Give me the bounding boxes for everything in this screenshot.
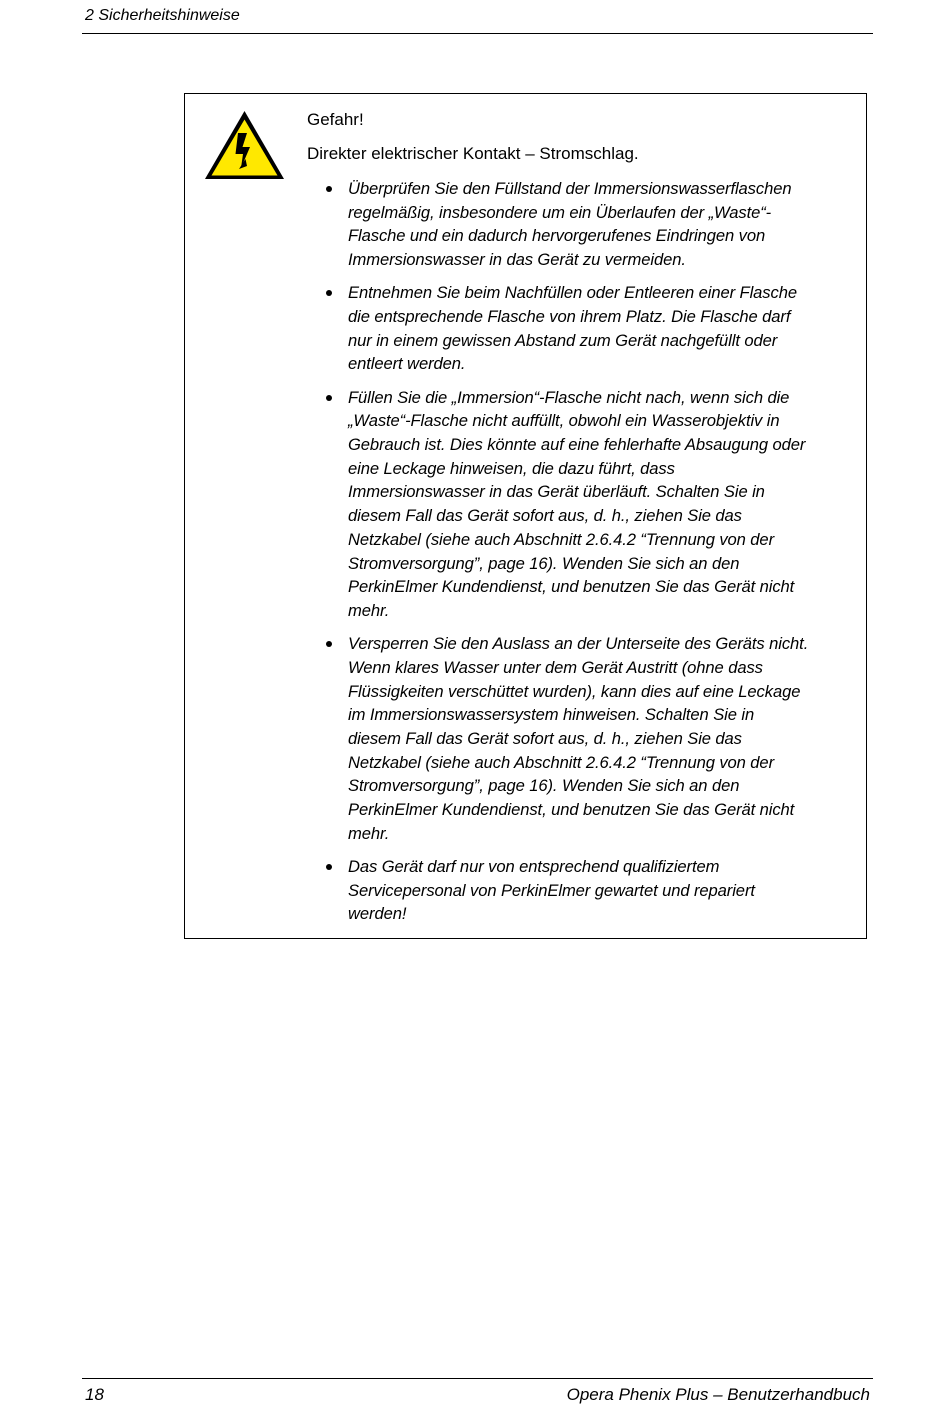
bullet-icon xyxy=(326,186,332,192)
warning-list-item-line: Gebrauch ist. Dies könnte auf eine fehlerhafte Absaugung oder xyxy=(348,435,806,455)
bullet-icon xyxy=(326,641,332,647)
warning-title: Gefahr! xyxy=(307,110,364,129)
bullet-icon xyxy=(326,395,332,401)
warning-list-item-line: mehr. xyxy=(348,823,390,843)
section-title: 2 Sicherheitshinweise xyxy=(85,7,240,24)
warning-list-item-line: „Waste“-Flasche nicht auffüllt, obwohl ein Wasserobjektiv in xyxy=(348,411,780,431)
page-header xyxy=(82,5,873,34)
warning-list-item-line: Immersionswasser in das Gerät überläuft. Schalten Sie in xyxy=(348,482,765,502)
warning-list-item-line: Flasche und ein dadurch hervorgerufenes Eindringen von xyxy=(348,226,766,246)
warning-list-item-line: Das Gerät darf nur von entsprechend qualifiziertem xyxy=(348,856,720,876)
warning-list-item xyxy=(325,177,857,272)
warning-list-item xyxy=(325,281,857,376)
warning-list-item-line: Entnehmen Sie beim Nachfüllen oder Entleeren einer Flasche xyxy=(348,283,797,303)
warning-list-item-line: Stromversorgung”, page 16). Wenden Sie sich an den xyxy=(348,553,740,573)
warning-list-item-line: Netzkabel (siehe auch Abschnitt 2.6.4.2 “Trennung von der xyxy=(348,752,774,772)
warning-list-item-line: Füllen Sie die „Immersion“-Flasche nicht nach, wenn sich die xyxy=(348,387,790,407)
warning-subtitle: Direkter elektrischer Kontakt – Stromschlag. xyxy=(307,144,639,163)
bullet-icon xyxy=(326,864,332,870)
warning-list-item-line: diesem Fall das Gerät sofort aus, d. h., ziehen Sie das xyxy=(348,728,742,748)
warning-list-item-line: Servicepersonal von PerkinElmer gewartet und repariert xyxy=(348,880,755,900)
warning-list-item-line: Flüssigkeiten verschüttet wurden), kann dies auf eine Leckage xyxy=(348,681,801,701)
warning-list-item-line: werden! xyxy=(348,904,407,924)
warning-list-item-line: regelmäßig, insbesondere um ein Überlaufen der „Waste“- xyxy=(348,202,772,222)
warning-list-item xyxy=(325,855,857,926)
warning-list-item xyxy=(325,632,857,845)
warning-list-item xyxy=(325,386,857,623)
warning-list-item-line: Stromversorgung”, page 16). Wenden Sie sich an den xyxy=(348,776,740,796)
warning-list-item-line: nur in einem gewissen Abstand zum Gerät nachgefüllt oder xyxy=(348,330,778,350)
warning-list-item-line: eine Leckage hinweisen, die dazu führt, dass xyxy=(348,458,675,478)
warning-list-item-line: entleert werden. xyxy=(348,354,466,374)
warning-list-item-line: Immersionswasser in das Gerät zu vermeiden. xyxy=(348,250,686,270)
bullet-icon xyxy=(326,290,332,296)
document-title: Opera Phenix Plus – Benutzerhandbuch xyxy=(566,1385,870,1404)
warning-list-item-line: Netzkabel (siehe auch Abschnitt 2.6.4.2 “Trennung von der xyxy=(348,529,774,549)
warning-list-item-line: PerkinElmer Kundendienst, und benutzen Sie das Gerät nicht xyxy=(348,800,795,820)
electric-hazard-icon xyxy=(201,107,288,185)
warning-list-item-line: Überprüfen Sie den Füllstand der Immersionswasserflaschen xyxy=(348,179,792,198)
danger-warning-box xyxy=(184,93,867,939)
warning-instructions-list xyxy=(325,177,857,936)
warning-list-item-line: Wenn klares Wasser unter dem Gerät Austritt (ohne dass xyxy=(348,657,763,677)
warning-list-item-line: im Immersionswassersystem hinweisen. Schalten Sie in xyxy=(348,705,755,725)
warning-list-item-line: die entsprechende Flasche von ihrem Platz. Die Flasche darf xyxy=(348,307,791,327)
page-number: 18 xyxy=(85,1385,104,1404)
warning-list-item-line: PerkinElmer Kundendienst, und benutzen Sie das Gerät nicht xyxy=(348,577,795,597)
warning-list-item-line: Versperren Sie den Auslass an der Unterseite des Geräts nicht. xyxy=(348,634,809,654)
warning-list-item-line: diesem Fall das Gerät sofort aus, d. h., ziehen Sie das xyxy=(348,506,742,526)
page-footer xyxy=(82,1378,873,1409)
warning-list-item-line: mehr. xyxy=(348,600,390,620)
